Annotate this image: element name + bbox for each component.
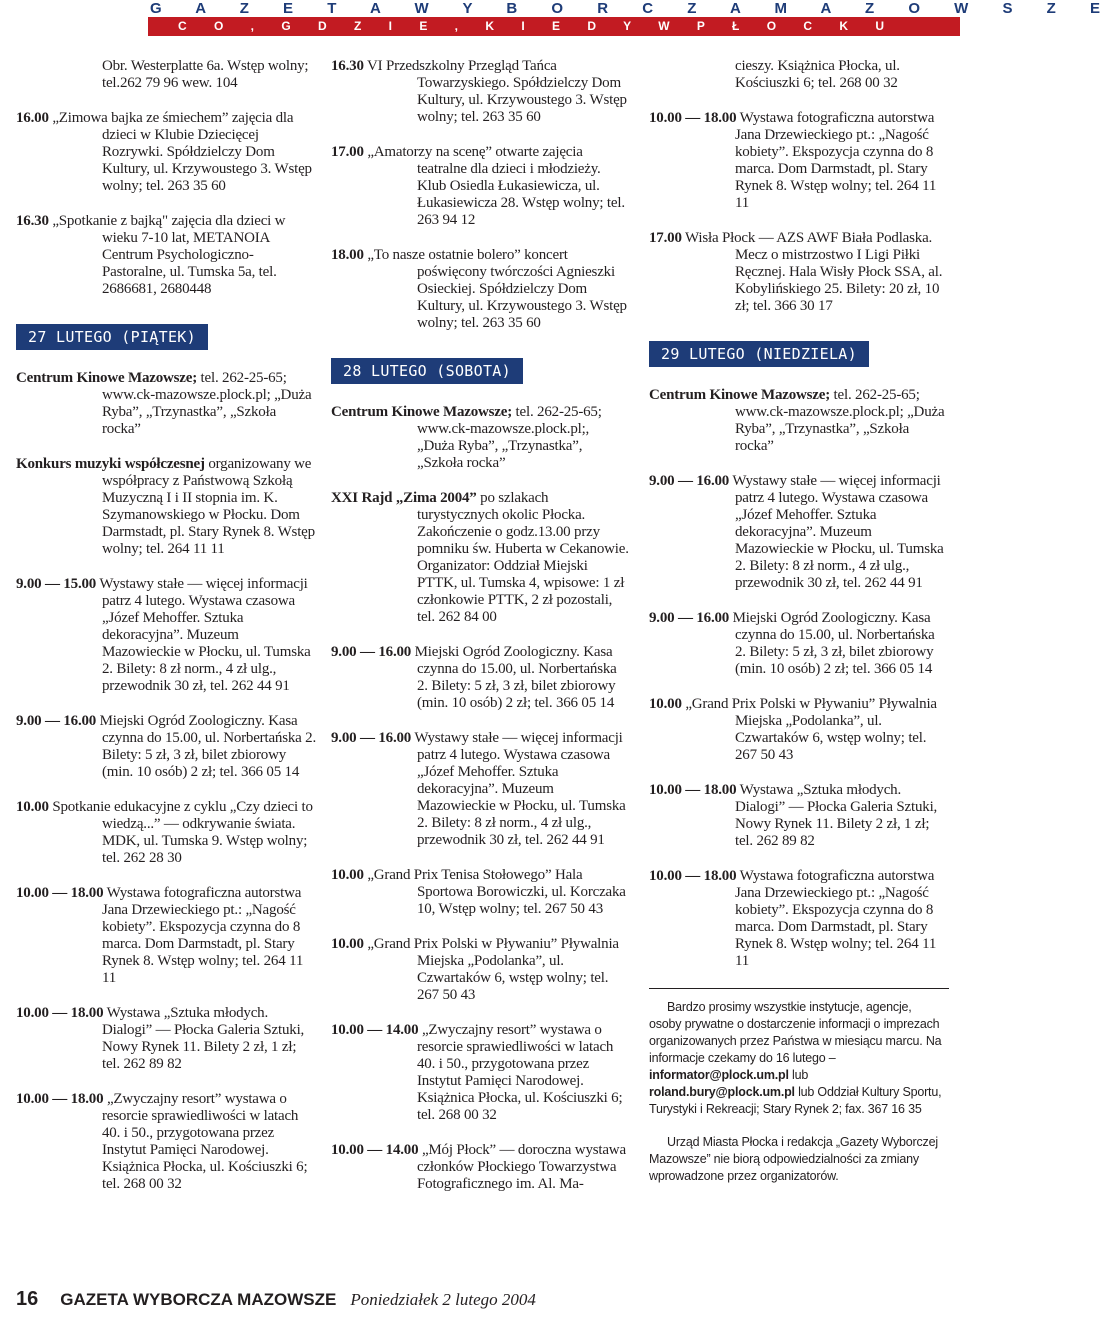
entry-text: Miejski Ogród Zoologiczny. Kasa czynna do 15.00, ul. Norbertańska 2. Bilety: 5 zł, 3 zł, bilet zbiorowy (min. 10 osób) 2 zł; tel. 366 05 14: [411, 644, 617, 711]
entry-text: „Grand Prix Tenisa Stołowego” Hala Sportowa Borowiczki, ul. Korczaka 10, Wstęp wolny; tel. 267 50 43: [363, 867, 626, 917]
list-item: [16, 370, 316, 438]
entry-time: 10.00 — 18.00: [649, 110, 737, 126]
column-3: [649, 58, 947, 1201]
entry-text: „Zwyczajny resort” wystawa o resorcie sprawiedliwości w latach 40. i 50., przygotowana przez Instytut Pamięci Narodowej. Książnica Płocka, ul. Kościuszki 6; tel. 268 00 32: [102, 1091, 308, 1192]
entry-time: 10.00 — 14.00: [331, 1142, 419, 1158]
column-2: [331, 58, 629, 1211]
entry-text: tel. 262-25-65; www.ck-mazowsze.plock.pl;, „Duża Ryba”, „Trzynastka”, „Szkoła rocka”: [417, 404, 602, 471]
list-item: [331, 404, 629, 472]
entry-text: Wystawa fotograficzna autorstwa Jana Drzewieckiego pt.: „Nagość kobiety”. Ekspozycja czynna do 8 marca. Dom Darmstadt, pl. Stary Rynek 8. Wstęp wolny; tel. 264 11 11: [735, 868, 937, 969]
entry-text: „Grand Prix Polski w Pływaniu” Pływalnia Miejska „Podolanka”, ul. Czwartaków 6, wstęp wolny; tel. 267 50 43: [681, 696, 937, 763]
entry-text: Miejski Ogród Zoologiczny. Kasa czynna do 15.00, ul. Norbertańska 2. Bilety: 5 zł, 3 zł, bilet zbiorowy (min. 10 osób) 2 zł; tel. 366 05 14: [729, 610, 935, 677]
list-item: [331, 730, 629, 849]
list-item: [16, 110, 316, 195]
day-heading: 29 LUTEGO (NIEDZIELA): [649, 341, 869, 367]
list-item: [331, 1022, 629, 1124]
entry-time: 16.30: [16, 213, 49, 229]
notice-disclaimer: Urząd Miasta Płocka i redakcja „Gazety Wyborczej Mazowsze” nie biorą odpowiedzialności za zmiany wprowadzone przez organizatorów.: [649, 1135, 938, 1183]
entry-text: organizowany we współpracy z Państwową Szkołą Muzyczną I i II stopnia im. K. Szymanowskiego w Płocku. Dom Darmstadt, pl. Stary Rynek 8. Wstęp wolny; tel. 264 11 11: [102, 456, 315, 557]
list-item: [649, 868, 947, 970]
entry-text: Wystawy stałe — więcej informacji patrz 4 lutego. Wystawa czasowa „Józef Mehoffer. Sztuka dekoracyjna”. Muzeum Mazowieckie w Płocku, ul. Tumska 2. Bilety: 8 zł norm., 4 zł ulg., przewodnik 30 zł, tel. 262 44 91: [729, 473, 944, 591]
list-item: [16, 1091, 316, 1193]
entry-text: „Mój Płock” — doroczna wystawa członków Płockiego Towarzystwa Fotograficznego im. Al. Ma-: [417, 1142, 626, 1192]
entry-time: 10.00 — 18.00: [649, 782, 737, 798]
list-item: [649, 110, 947, 212]
entry-venue: Centrum Kinowe Mazowsze;: [649, 387, 830, 403]
list-item: [331, 644, 629, 712]
entry-time: 9.00 — 16.00: [16, 713, 97, 729]
entry-time: 10.00 — 14.00: [331, 1022, 419, 1038]
entry-time: 10.00 — 18.00: [16, 1005, 104, 1021]
list-item: [331, 58, 629, 126]
list-item: [16, 456, 316, 558]
divider: [649, 988, 949, 989]
entry-text: „Spotkanie z bajką" zajęcia dla dzieci w wieku 7-10 lat, METANOIA Centrum Psychologiczno-Pastoralne, ul. Tumska 5a, tel. 2686681, 2680448: [48, 213, 286, 297]
notice-text: Bardzo prosimy wszystkie instytucje, agencje, osoby prywatne o dostarczenie informacji o imprezach organizowanych przez Państwa w miesiącu marcu. Na informacje czekamy do 16 lutego –: [649, 1000, 942, 1065]
entry-text: „Amatorzy na scenę” otwarte zajęcia teatralne dla dzieci i młodzieży. Klub Osiedla Łukasiewicza, ul. Łukasiewicza 28. Wstęp wolny; tel. 263 94 12: [363, 144, 625, 228]
list-item: [16, 713, 316, 781]
notice-email: roland.bury@plock.um.pl: [649, 1085, 795, 1099]
list-item: [649, 696, 947, 764]
entry-text: Wystawy stałe — więcej informacji patrz 4 lutego. Wystawa czasowa „Józef Mehoffer. Sztuka dekoracyjna”. Muzeum Mazowieckie w Płocku, ul. Tumska 2. Bilety: 8 zł norm., 4 zł ulg., przewodnik 30 zł, tel. 262 44 91: [96, 576, 311, 694]
entry-time: 16.30: [331, 58, 364, 74]
list-item: [16, 1005, 316, 1073]
entry-time: 9.00 — 16.00: [649, 610, 730, 626]
entry-text: Wystawa fotograficzna autorstwa Jana Drzewieckiego pt.: „Nagość kobiety”. Ekspozycja czynna do 8 marca. Dom Darmstadt, pl. Stary Rynek 8. Wstęp wolny; tel. 264 11 11: [102, 885, 304, 986]
notice-request: [649, 999, 947, 1118]
entry-text: Spotkanie edukacyjne z cyklu „Czy dzieci to wiedzą...” — odkrywanie świata. MDK, ul. Tumska 9. Wstęp wolny; tel. 262 28 30: [48, 799, 313, 866]
list-item: [331, 247, 629, 332]
entry-venue: Centrum Kinowe Mazowsze;: [331, 404, 512, 420]
list-item: [649, 782, 947, 850]
publication-name: GAZETA WYBORCZA MAZOWSZE: [60, 1289, 337, 1309]
entry-text: Wystawy stałe — więcej informacji patrz 4 lutego. Wystawa czasowa „Józef Mehoffer. Sztuka dekoracyjna”. Muzeum Mazowieckie w Płocku, ul. Tumska 2. Bilety: 8 zł norm., 4 zł ulg., przewodnik 30 zł, tel. 262 44 91: [411, 730, 626, 848]
list-item: [649, 473, 947, 592]
entry-time: 10.00 — 18.00: [16, 1091, 104, 1107]
list-item: [16, 58, 316, 92]
day-heading: 27 LUTEGO (PIĄTEK): [16, 324, 208, 350]
list-item: [649, 387, 947, 455]
page-number: 16: [16, 1288, 39, 1310]
entry-time: 10.00: [649, 696, 682, 712]
entry-text: Wisła Płock — AZS AWF Biała Podlaska. Mecz o mistrzostwo I Ligi Piłki Ręcznej. Hala Wisły Płock SSA, al. Kobylińskiego 25. Bilety: 20 zł, 10 zł; tel. 366 30 17: [681, 230, 943, 314]
list-item: [16, 799, 316, 867]
list-item: [16, 213, 316, 298]
entry-time: 18.00: [331, 247, 364, 263]
entry-text: „Zwyczajny resort” wystawa o resorcie sprawiedliwości w latach 40. i 50., przygotowana przez Instytut Pamięci Narodowej. Książnica Płocka, ul. Kościuszki 6; tel. 268 00 32: [417, 1022, 623, 1123]
entry-text: VI Przedszkolny Przegląd Tańca Towarzyskiego. Spółdzielczy Dom Kultury, ul. Krzywoustego 3. Wstęp wolny; tel. 263 35 60: [363, 58, 627, 125]
masthead: [0, 0, 1115, 36]
entry-time: 10.00 — 18.00: [16, 885, 104, 901]
entry-time: 9.00 — 16.00: [331, 730, 412, 746]
entry-time: 16.00: [16, 110, 49, 126]
entry-text: Wystawa „Sztuka młodych. Dialogi” — Płocka Galeria Sztuki, Nowy Rynek 11. Bilety 2 zł, 1 zł; tel. 262 89 82: [735, 782, 938, 849]
entry-time: 17.00: [331, 144, 364, 160]
masthead-subtitle: C O , G D Z I E , K I E D Y W P Ł O C K U: [148, 17, 960, 36]
list-item: [649, 58, 947, 92]
page-footer: [16, 1288, 536, 1314]
list-item: [331, 144, 629, 229]
entry-venue: Konkurs muzyki współczesnej: [16, 456, 205, 472]
entry-text: „To nasze ostatnie bolero” koncert poświęcony twórczości Agnieszki Osieckiej. Spółdzielczy Dom Kultury, ul. Krzywoustego 3. Wstęp wolny; tel. 263 35 60: [363, 247, 627, 331]
entry-text: Obr. Westerplatte 6a. Wstęp wolny; tel.262 79 96 wew. 104: [102, 58, 309, 91]
column-1: [16, 58, 316, 1211]
entry-time: 10.00: [331, 867, 364, 883]
list-item: [16, 885, 316, 987]
entry-event: XXI Rajd „Zima 2004”: [331, 490, 477, 506]
list-item: [331, 490, 629, 626]
notice-email: informator@plock.um.pl: [649, 1068, 789, 1082]
entry-time: 10.00: [331, 936, 364, 952]
list-item: [331, 867, 629, 918]
list-item: [331, 1142, 629, 1193]
entry-text: cieszy. Książnica Płocka, ul. Kościuszki 6; tel. 268 00 32: [735, 58, 900, 91]
entry-time: 9.00 — 16.00: [331, 644, 412, 660]
notice-box: [649, 999, 947, 1185]
day-heading: 28 LUTEGO (SOBOTA): [331, 358, 523, 384]
issue-date: Poniedziałek 2 lutego 2004: [350, 1289, 536, 1309]
entry-text: „Zimowa bajka ze śmiechem” zajęcia dla dzieci w Klubie Dziecięcej Rozrywki. Spółdzielczy Dom Kultury, ul. Krzywoustego 3. Wstęp wolny; tel. 263 35 60: [48, 110, 312, 194]
entry-text: tel. 262-25-65; www.ck-mazowsze.plock.pl; „Duża Ryba”, „Trzynastka”, „Szkoła rocka”: [735, 387, 945, 454]
entry-time: 9.00 — 16.00: [649, 473, 730, 489]
entry-text: „Grand Prix Polski w Pływaniu” Pływalnia Miejska „Podolanka”, ul. Czwartaków 6, wstęp wolny; tel. 267 50 43: [363, 936, 619, 1003]
list-item: [16, 576, 316, 695]
entry-text: Wystawa „Sztuka młodych. Dialogi” — Płocka Galeria Sztuki, Nowy Rynek 11. Bilety 2 zł, 1 zł; tel. 262 89 82: [102, 1005, 305, 1072]
entry-time: 9.00 — 15.00: [16, 576, 97, 592]
list-item: [649, 610, 947, 678]
entry-time: 10.00 — 18.00: [649, 868, 737, 884]
entry-text: po szlakach turystycznych okolic Płocka. Zakończenie o godz.13.00 przy pomniku św. Huberta w Cekanowie. Organizator: Oddział Miejski PTTK, ul. Tumska 4, wpisowe: 1 zł członkowie PTTK, 2 zł pozostali, tel. 262 84 00: [417, 490, 629, 625]
entry-venue: Centrum Kinowe Mazowsze;: [16, 370, 197, 386]
entry-time: 10.00: [16, 799, 49, 815]
masthead-title: G A Z E T A W Y B O R C Z A M A Z O W S Z E: [150, 0, 1115, 17]
entry-text: Miejski Ogród Zoologiczny. Kasa czynna do 15.00, ul. Norbertańska 2. Bilety: 5 zł, 3 zł, bilet zbiorowy (min. 10 osób) 2 zł; tel. 366 05 14: [96, 713, 316, 780]
entry-time: 17.00: [649, 230, 682, 246]
list-item: [331, 936, 629, 1004]
list-item: [649, 230, 947, 315]
notice-text: lub Oddział Kultury Sportu, Turystyki i Rekreacji; Stary Rynek 2; fax. 367 16 35: [649, 1085, 942, 1116]
entry-text: tel. 262-25-65; www.ck-mazowsze.plock.pl; „Duża Ryba”, „Trzynastka”, „Szkoła rocka”: [102, 370, 312, 437]
entry-text: Wystawa fotograficzna autorstwa Jana Drzewieckiego pt.: „Nagość kobiety”. Ekspozycja czynna do 8 marca. Dom Darmstadt, pl. Stary Rynek 8. Wstęp wolny; tel. 264 11 11: [735, 110, 937, 211]
notice-text: lub: [788, 1068, 809, 1082]
